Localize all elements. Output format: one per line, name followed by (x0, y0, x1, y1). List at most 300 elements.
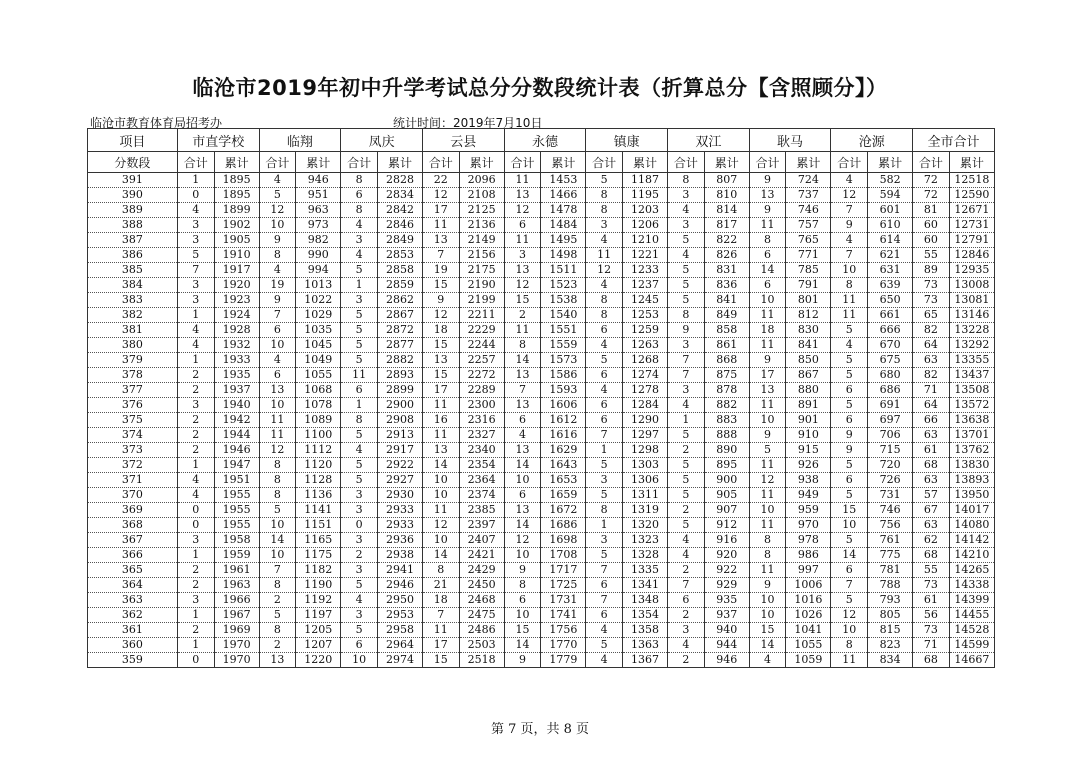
value-cell: 1453 (541, 173, 586, 188)
value-cell: 1 (667, 413, 704, 428)
score-cell: 370 (88, 488, 178, 503)
value-cell: 1511 (541, 263, 586, 278)
table-row (88, 638, 995, 653)
value-cell: 11 (504, 233, 541, 248)
value-cell: 990 (296, 248, 341, 263)
cumulative-header: 累计 (786, 152, 831, 173)
value-cell: 10 (831, 263, 868, 278)
value-cell: 2941 (377, 563, 422, 578)
value-cell: 737 (786, 188, 831, 203)
value-cell: 1341 (623, 578, 668, 593)
value-cell: 2421 (459, 548, 504, 563)
value-cell: 3 (667, 188, 704, 203)
value-cell: 12 (504, 203, 541, 218)
item-header: 项目 (88, 129, 178, 152)
value-cell: 2136 (459, 218, 504, 233)
value-cell: 1756 (541, 623, 586, 638)
region-header: 云县 (422, 129, 504, 152)
value-cell: 817 (704, 218, 749, 233)
value-cell: 12 (831, 608, 868, 623)
value-cell: 17 (749, 368, 786, 383)
value-cell: 1573 (541, 353, 586, 368)
value-cell: 13 (422, 353, 459, 368)
value-cell: 4 (177, 488, 214, 503)
value-cell: 11 (259, 428, 296, 443)
value-cell: 13008 (949, 278, 994, 293)
value-cell: 922 (704, 563, 749, 578)
value-cell: 10 (259, 518, 296, 533)
value-cell: 5 (177, 248, 214, 263)
value-cell: 2974 (377, 653, 422, 668)
value-cell: 1466 (541, 188, 586, 203)
table-row (88, 173, 995, 188)
score-header: 分数段 (88, 152, 178, 173)
value-cell: 5 (586, 548, 623, 563)
value-cell: 7 (667, 578, 704, 593)
value-cell: 946 (296, 173, 341, 188)
table-row (88, 443, 995, 458)
value-cell: 10 (831, 623, 868, 638)
value-cell: 2429 (459, 563, 504, 578)
value-cell: 10 (259, 338, 296, 353)
value-cell: 13 (422, 443, 459, 458)
value-cell: 6 (259, 368, 296, 383)
cumulative-header: 累计 (377, 152, 422, 173)
value-cell: 1484 (541, 218, 586, 233)
value-cell: 6 (831, 473, 868, 488)
value-cell: 1141 (296, 503, 341, 518)
value-cell: 72 (913, 188, 950, 203)
organization-label: 临沧市教育体育局招考办 (90, 116, 223, 130)
score-cell: 381 (88, 323, 178, 338)
value-cell: 5 (341, 263, 378, 278)
value-cell: 7 (586, 428, 623, 443)
sub-header-row (88, 152, 995, 173)
value-cell: 6 (586, 608, 623, 623)
value-cell: 82 (913, 323, 950, 338)
value-cell: 5 (667, 233, 704, 248)
count-header: 合计 (259, 152, 296, 173)
value-cell: 1955 (214, 488, 259, 503)
value-cell: 5 (667, 428, 704, 443)
value-cell: 5 (586, 488, 623, 503)
value-cell: 1151 (296, 518, 341, 533)
value-cell: 71 (913, 383, 950, 398)
table-row (88, 413, 995, 428)
value-cell: 2468 (459, 593, 504, 608)
value-cell: 15 (422, 368, 459, 383)
value-cell: 14142 (949, 533, 994, 548)
value-cell: 621 (868, 248, 913, 263)
region-header-row (88, 129, 995, 152)
value-cell: 2872 (377, 323, 422, 338)
value-cell: 8 (831, 638, 868, 653)
value-cell: 9 (259, 233, 296, 248)
score-cell: 389 (88, 203, 178, 218)
value-cell: 6 (749, 278, 786, 293)
value-cell: 6 (586, 413, 623, 428)
score-cell: 363 (88, 593, 178, 608)
value-cell: 11 (831, 308, 868, 323)
value-cell: 746 (786, 203, 831, 218)
value-cell: 3 (341, 488, 378, 503)
value-cell: 12 (586, 263, 623, 278)
value-cell: 2 (259, 593, 296, 608)
value-cell: 8 (504, 578, 541, 593)
value-cell: 1963 (214, 578, 259, 593)
value-cell: 14 (504, 638, 541, 653)
value-cell: 2385 (459, 503, 504, 518)
value-cell: 2 (177, 368, 214, 383)
value-cell: 938 (786, 473, 831, 488)
value-cell: 1698 (541, 533, 586, 548)
count-header: 合计 (667, 152, 704, 173)
value-cell: 5 (586, 173, 623, 188)
score-cell: 377 (88, 383, 178, 398)
table-row (88, 233, 995, 248)
value-cell: 1940 (214, 398, 259, 413)
value-cell: 9 (831, 218, 868, 233)
value-cell: 1006 (786, 578, 831, 593)
value-cell: 2900 (377, 398, 422, 413)
value-cell: 2933 (377, 518, 422, 533)
value-cell: 4 (341, 443, 378, 458)
value-cell: 2877 (377, 338, 422, 353)
value-cell: 900 (704, 473, 749, 488)
value-cell: 1944 (214, 428, 259, 443)
table-row (88, 473, 995, 488)
value-cell: 13830 (949, 458, 994, 473)
value-cell: 761 (868, 533, 913, 548)
value-cell: 1559 (541, 338, 586, 353)
value-cell: 3 (341, 608, 378, 623)
value-cell: 1969 (214, 623, 259, 638)
value-cell: 3 (341, 563, 378, 578)
value-cell: 1970 (214, 638, 259, 653)
value-cell: 8 (831, 278, 868, 293)
value-cell: 1586 (541, 368, 586, 383)
value-cell: 9 (749, 353, 786, 368)
value-cell: 5 (667, 293, 704, 308)
value-cell: 6 (586, 398, 623, 413)
value-cell: 4 (586, 278, 623, 293)
value-cell: 4 (831, 338, 868, 353)
value-cell: 2340 (459, 443, 504, 458)
score-cell: 364 (88, 578, 178, 593)
value-cell: 13437 (949, 368, 994, 383)
value-cell: 15 (504, 623, 541, 638)
value-cell: 6 (831, 413, 868, 428)
region-header: 永德 (504, 129, 586, 152)
value-cell: 3 (667, 383, 704, 398)
value-cell: 8 (259, 623, 296, 638)
value-cell: 2503 (459, 638, 504, 653)
value-cell: 1495 (541, 233, 586, 248)
table-row (88, 308, 995, 323)
value-cell: 1203 (623, 203, 668, 218)
value-cell: 805 (868, 608, 913, 623)
value-cell: 849 (704, 308, 749, 323)
value-cell: 670 (868, 338, 913, 353)
value-cell: 1955 (214, 518, 259, 533)
score-cell: 390 (88, 188, 178, 203)
value-cell: 2913 (377, 428, 422, 443)
value-cell: 915 (786, 443, 831, 458)
value-cell: 826 (704, 248, 749, 263)
value-cell: 57 (913, 488, 950, 503)
value-cell: 1966 (214, 593, 259, 608)
value-cell: 14 (504, 353, 541, 368)
value-cell: 11 (504, 323, 541, 338)
value-cell: 4 (177, 338, 214, 353)
value-cell: 60 (913, 218, 950, 233)
value-cell: 1297 (623, 428, 668, 443)
value-cell: 1303 (623, 458, 668, 473)
region-header: 双江 (667, 129, 749, 152)
value-cell: 1643 (541, 458, 586, 473)
table-row (88, 428, 995, 443)
value-cell: 2917 (377, 443, 422, 458)
table-row (88, 548, 995, 563)
value-cell: 4 (259, 353, 296, 368)
value-cell: 13292 (949, 338, 994, 353)
value-cell: 2964 (377, 638, 422, 653)
value-cell: 1498 (541, 248, 586, 263)
value-cell: 2 (259, 638, 296, 653)
value-cell: 2096 (459, 173, 504, 188)
value-cell: 4 (504, 428, 541, 443)
value-cell: 11 (341, 368, 378, 383)
value-cell: 8 (259, 248, 296, 263)
value-cell: 1187 (623, 173, 668, 188)
value-cell: 15 (831, 503, 868, 518)
value-cell: 1741 (541, 608, 586, 623)
value-cell: 1 (177, 308, 214, 323)
value-cell: 68 (913, 548, 950, 563)
value-cell: 3 (177, 233, 214, 248)
score-cell: 386 (88, 248, 178, 263)
value-cell: 2211 (459, 308, 504, 323)
value-cell: 686 (868, 383, 913, 398)
value-cell: 7 (422, 248, 459, 263)
value-cell: 1708 (541, 548, 586, 563)
value-cell: 18 (422, 593, 459, 608)
value-cell: 6 (504, 218, 541, 233)
value-cell: 781 (868, 563, 913, 578)
value-cell: 1049 (296, 353, 341, 368)
score-cell: 387 (88, 233, 178, 248)
value-cell: 5 (341, 353, 378, 368)
value-cell: 2156 (459, 248, 504, 263)
value-cell: 631 (868, 263, 913, 278)
value-cell: 68 (913, 653, 950, 668)
value-cell: 1112 (296, 443, 341, 458)
value-cell: 2272 (459, 368, 504, 383)
value-cell: 1068 (296, 383, 341, 398)
value-cell: 2 (177, 563, 214, 578)
value-cell: 810 (704, 188, 749, 203)
value-cell: 3 (177, 533, 214, 548)
value-cell: 726 (868, 473, 913, 488)
value-cell: 1136 (296, 488, 341, 503)
value-cell: 9 (749, 578, 786, 593)
value-cell: 10 (422, 488, 459, 503)
value-cell: 11 (422, 218, 459, 233)
value-cell: 1731 (541, 593, 586, 608)
value-cell: 2354 (459, 458, 504, 473)
value-cell: 2930 (377, 488, 422, 503)
value-cell: 17 (422, 383, 459, 398)
value-cell: 594 (868, 188, 913, 203)
value-cell: 946 (704, 653, 749, 668)
value-cell: 2518 (459, 653, 504, 668)
value-cell: 12 (259, 203, 296, 218)
value-cell: 7 (586, 563, 623, 578)
value-cell: 982 (296, 233, 341, 248)
value-cell: 1306 (623, 473, 668, 488)
value-cell: 970 (786, 518, 831, 533)
table-row (88, 533, 995, 548)
value-cell: 814 (704, 203, 749, 218)
cumulative-header: 累计 (868, 152, 913, 173)
value-cell: 697 (868, 413, 913, 428)
value-cell: 1245 (623, 293, 668, 308)
value-cell: 639 (868, 278, 913, 293)
value-cell: 13 (504, 398, 541, 413)
value-cell: 1551 (541, 323, 586, 338)
value-cell: 1 (177, 173, 214, 188)
value-cell: 8 (259, 578, 296, 593)
value-cell: 1363 (623, 638, 668, 653)
value-cell: 1175 (296, 548, 341, 563)
value-cell: 18 (749, 323, 786, 338)
value-cell: 1 (177, 458, 214, 473)
value-cell: 1029 (296, 308, 341, 323)
cumulative-header: 累计 (214, 152, 259, 173)
value-cell: 9 (504, 653, 541, 668)
value-cell: 16 (422, 413, 459, 428)
score-cell: 362 (88, 608, 178, 623)
value-cell: 1190 (296, 578, 341, 593)
value-cell: 6 (831, 383, 868, 398)
cumulative-header: 累计 (296, 152, 341, 173)
value-cell: 13081 (949, 293, 994, 308)
value-cell: 1323 (623, 533, 668, 548)
value-cell: 757 (786, 218, 831, 233)
value-cell: 926 (786, 458, 831, 473)
value-cell: 1933 (214, 353, 259, 368)
value-cell: 601 (868, 203, 913, 218)
value-cell: 14599 (949, 638, 994, 653)
value-cell: 1958 (214, 533, 259, 548)
value-cell: 14 (831, 548, 868, 563)
value-cell: 1320 (623, 518, 668, 533)
value-cell: 64 (913, 398, 950, 413)
value-cell: 2899 (377, 383, 422, 398)
value-cell: 912 (704, 518, 749, 533)
value-cell: 15 (504, 293, 541, 308)
score-cell: 367 (88, 533, 178, 548)
count-header: 合计 (341, 152, 378, 173)
value-cell: 6 (667, 593, 704, 608)
score-cell: 380 (88, 338, 178, 353)
value-cell: 6 (259, 323, 296, 338)
value-cell: 19 (259, 278, 296, 293)
value-cell: 959 (786, 503, 831, 518)
value-cell: 8 (586, 308, 623, 323)
value-cell: 2 (667, 608, 704, 623)
value-cell: 63 (913, 473, 950, 488)
value-cell: 1263 (623, 338, 668, 353)
value-cell: 13228 (949, 323, 994, 338)
value-cell: 1902 (214, 218, 259, 233)
value-cell: 8 (259, 473, 296, 488)
value-cell: 12671 (949, 203, 994, 218)
value-cell: 5 (259, 188, 296, 203)
value-cell: 2149 (459, 233, 504, 248)
value-cell: 6 (504, 488, 541, 503)
value-cell: 11 (749, 488, 786, 503)
value-cell: 834 (868, 653, 913, 668)
value-cell: 14 (749, 638, 786, 653)
score-cell: 383 (88, 293, 178, 308)
value-cell: 949 (786, 488, 831, 503)
value-cell: 6 (586, 323, 623, 338)
value-cell: 4 (341, 218, 378, 233)
value-cell: 13 (422, 233, 459, 248)
value-cell: 2108 (459, 188, 504, 203)
value-cell: 10 (422, 533, 459, 548)
value-cell: 13 (259, 653, 296, 668)
table-row (88, 353, 995, 368)
value-cell: 4 (667, 638, 704, 653)
table-row (88, 278, 995, 293)
value-cell: 1970 (214, 653, 259, 668)
value-cell: 935 (704, 593, 749, 608)
score-cell: 391 (88, 173, 178, 188)
value-cell: 5 (259, 608, 296, 623)
value-cell: 994 (296, 263, 341, 278)
value-cell: 11 (749, 308, 786, 323)
value-cell: 6 (504, 413, 541, 428)
value-cell: 9 (422, 293, 459, 308)
value-cell: 6 (831, 563, 868, 578)
value-cell: 1120 (296, 458, 341, 473)
value-cell: 3 (177, 398, 214, 413)
value-cell: 1606 (541, 398, 586, 413)
value-cell: 1221 (623, 248, 668, 263)
value-cell: 12935 (949, 263, 994, 278)
value-cell: 15 (422, 338, 459, 353)
value-cell: 1348 (623, 593, 668, 608)
value-cell: 5 (586, 638, 623, 653)
value-cell: 8 (259, 458, 296, 473)
value-cell: 1895 (214, 188, 259, 203)
table-row (88, 188, 995, 203)
score-cell: 384 (88, 278, 178, 293)
value-cell: 12 (422, 188, 459, 203)
value-cell: 2327 (459, 428, 504, 443)
value-cell: 89 (913, 263, 950, 278)
value-cell: 4 (341, 248, 378, 263)
score-distribution-table (87, 128, 995, 668)
value-cell: 5 (259, 503, 296, 518)
value-cell: 720 (868, 458, 913, 473)
value-cell: 11 (422, 623, 459, 638)
value-cell: 5 (341, 338, 378, 353)
value-cell: 12518 (949, 173, 994, 188)
value-cell: 6 (749, 248, 786, 263)
